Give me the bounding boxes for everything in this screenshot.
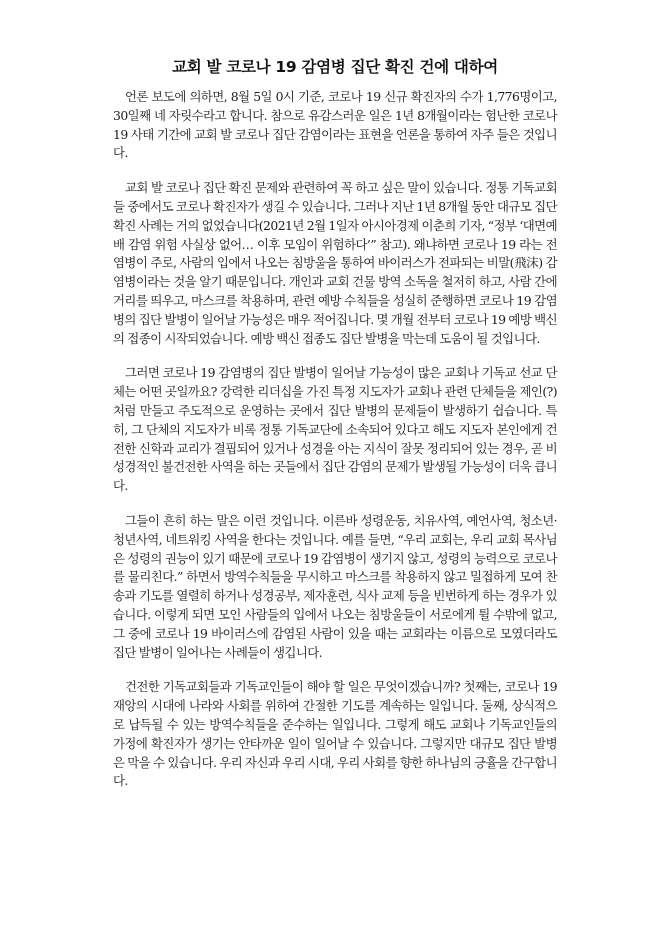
paragraph-2: 교회 발 코로나 집단 확진 문제와 관련하여 꼭 하고 싶은 말이 있습니다. 정통 기독교회들 중에서도 코로나 확진자가 생길 수 있습니다. 그러나 지난 1년 8개월 동안 대규모 집단 확진 사례는 거의 없었습니다(2021년 2월 1일자 아시아경제 이춘희 기자, “정부 ‘대면예배 감염 위험 사실상 없어… 이후 모임이 위험하다’” 참고). 왜냐하면 코로나 19 라는 전염병이 주로, 사람의 입에서 나오는 침방울을 통하여 바이러스가 전파되는 비말(飛沫) 감염병이라는 것을 알기 때문입니다. 개인과 교회 건물 방역 소독을 철저히 하고, 사람 간에 거리를 띄우고, 마스크를 착용하며, 관련 예방 수칙들을 성실히 준행하면 코로나 19 감염병의 집단 발병이 일어날 가능성은 매우 적어집니다. 몇 개월 전부터 코로나 19 예방 백신의 접종이 시작되었습니다. 예방 백신 접종도 집단 발병을 막는데 도움이 될 것입니다. [113, 180, 557, 346]
paragraph-3: 그러면 코로나 19 감염병의 집단 발병이 일어날 가능성이 많은 교회나 기독교 선교 단체는 어떤 곳일까요? 강력한 리더십을 가진 특정 지도자가 교회나 관련 단체들을 제인(?)처럼 만들고 주도적으로 운영하는 곳에서 집단 발병의 문제들이 발생하기 쉽습니다. 특히, 그 단체의 지도자가 비록 정통 기독교단에 소속되어 있다고 해도 지도자 본인에게 건전한 신학과 교리가 결핍되어 있거나 성경을 아는 지식이 잘못 정리되어 있는 경우, 곧 비성경적인 불건전한 사역을 하는 곳들에서 집단 감염의 문제가 발생될 가능성이 더욱 큽니다. [113, 365, 557, 494]
document-body [113, 88, 557, 807]
paragraph-4: 그들이 흔히 하는 말은 이런 것입니다. 이른바 성령운동, 치유사역, 예언사역, 청소년·청년사역, 네트워킹 사역을 한다는 것입니다. 예를 들면, “우리 교회는, 우리 교회 목사님은 성령의 권능이 있기 때문에 코로나 19 감염병이 생기지 않고, 성령의 능력으로 코로나를 물리친다.” 하면서 방역수칙들을 무시하고 마스크를 착용하지 않고 밀접하게 모여 찬송과 기도를 열렬히 하거나 성경공부, 제자훈련, 식사 교제 등을 빈번하게 하는 경우가 있습니다. 이렇게 되면 모인 사람들의 입에서 나오는 침방울들이 서로에게 튈 수밖에 없고, 그 중에 코로나 19 바이러스에 감염된 사람이 있을 때는 교회라는 이름으로 모였더라도 집단 발병이 일어나는 사례들이 생깁니다. [113, 512, 557, 660]
paragraph-5: 건전한 기독교회들과 기독교인들이 해야 할 일은 무엇이겠습니까? 첫째는, 코로나 19 재앙의 시대에 나라와 사회를 위하여 간절한 기도를 계속하는 일입니다. 둘째, 상식적으로 납득될 수 있는 방역수칙들을 준수하는 일입니다. 그렇게 해도 교회나 기독교인들의 가정에 확진자가 생기는 안타까운 일이 일어날 수 있습니다. 그렇지만 대규모 집단 발병은 막을 수 있습니다. 우리 자신과 우리 시대, 우리 사회를 향한 하나님의 긍휼을 간구합니다. [113, 679, 558, 789]
paragraph-1: 언론 보도에 의하면, 8월 5일 0시 기준, 코로나 19 신규 확진자의 수가 1,776명이고, 30일째 네 자릿수라고 합니다. 참으로 유감스러운 일은 1년 8개월이라는 험난한 코로나 19 사태 기간에 교회 발 코로나 집단 감염이라는 표현을 언론을 통하여 자주 들은 것입니다. [113, 89, 557, 161]
document-title: 교회 발 코로나 19 감염병 집단 확진 건에 대하여 [172, 58, 498, 76]
